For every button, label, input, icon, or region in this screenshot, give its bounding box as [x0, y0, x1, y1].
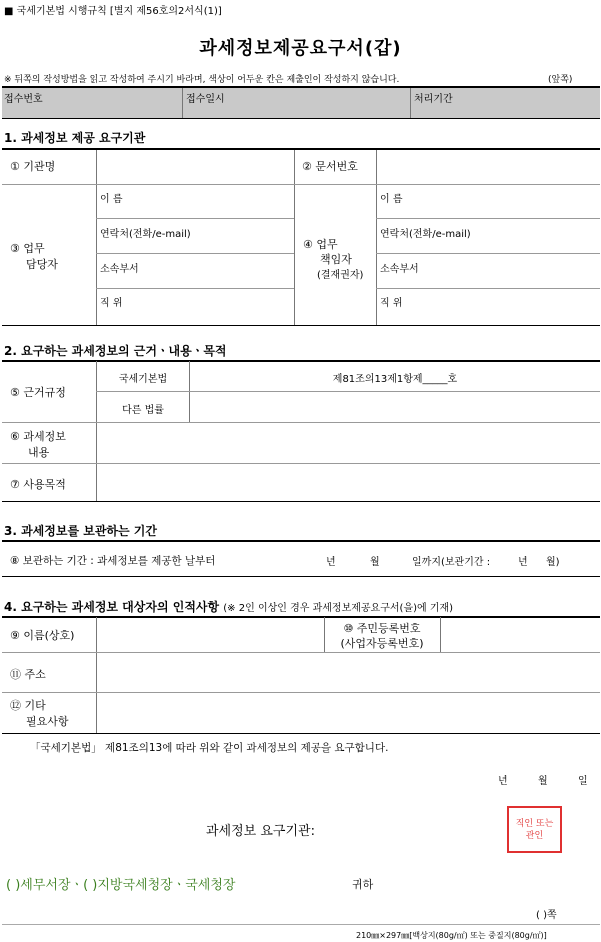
section1-title: 1. 과세정보 제공 요구기관: [4, 131, 146, 145]
official-seal-box: [507, 806, 562, 853]
id-number-field[interactable]: [441, 618, 599, 650]
date-day: 일: [578, 776, 588, 787]
staff-position-label: 직 위: [100, 298, 123, 309]
purpose-label: ⑦ 사용목적: [10, 478, 66, 491]
org-name-field[interactable]: [97, 150, 293, 183]
section4-title-text: 4. 요구하는 과세정보 대상자의 인적사항: [4, 600, 220, 614]
page-count: ( )쪽: [536, 910, 557, 921]
section2-title: 2. 요구하는 과세정보의 근거ㆍ내용ㆍ목적: [4, 344, 227, 358]
basis-label: ⑤ 근거규정: [10, 386, 66, 399]
doc-number-label: ② 문서번호: [302, 160, 358, 173]
id-label-line1: ⑩ 주민등록번호: [343, 622, 421, 635]
form-reference: ■ 국세기본법 시행규칙 [별지 제56호의2서식(1)]: [4, 6, 222, 17]
addressee: ( )세무서장ㆍ( )지방국세청장ㆍ국세청장: [6, 878, 236, 893]
retention-year: 년: [326, 557, 336, 568]
resp-dept-label: 소속부서: [380, 264, 419, 275]
date-year: 년: [498, 776, 508, 787]
law2-field[interactable]: [190, 392, 599, 421]
processing-period-label: 처리기간: [414, 94, 453, 105]
receipt-row: [2, 86, 600, 119]
staff-contact-label: 연락처(전화/e-mail): [100, 229, 191, 240]
law1-value: 제81조의13제1항제_____호: [332, 374, 458, 385]
resp-name-label: 이 름: [380, 194, 403, 205]
purpose-field[interactable]: [97, 464, 599, 500]
section4-note: (※ 2인 이상인 경우 과세정보제공요구서(을)에 기재): [223, 603, 454, 614]
subject-name-label: ⑨ 이름(상호): [10, 629, 75, 642]
resp-label-line3: (결재권자): [317, 270, 364, 281]
resp-label-line1: ④ 업무: [303, 238, 338, 251]
content-label-line2: 내용: [28, 446, 50, 459]
form-title: 과세정보제공요구서(갑): [199, 38, 402, 59]
address-field[interactable]: [97, 653, 599, 691]
org-name-label: ① 기관명: [10, 160, 56, 173]
request-statement: 「국세기본법」 제81조의13에 따라 위와 같이 과세정보의 제공을 요구합니다.: [30, 742, 389, 754]
paper-spec: 210㎜×297㎜[백상지(80g/㎡) 또는 중질지(80g/㎡)]: [356, 931, 547, 940]
resp-label-line2: 책임자: [320, 253, 352, 266]
retention-month2: 월): [546, 557, 560, 568]
retention-until: 일까지(보관기간 :: [412, 557, 491, 568]
section3-title: 3. 과세정보를 보관하는 기간: [4, 524, 157, 538]
date-month: 월: [538, 776, 548, 787]
seal-line2: 관인: [525, 831, 544, 841]
retention-period-label: ⑧ 보관하는 기간 : 과세정보를 제공한 날부터: [10, 555, 216, 567]
staff-label-line2: 담당자: [26, 258, 58, 271]
requesting-org-label: 과세정보 요구기관:: [206, 824, 315, 839]
id-label-line2: (사업자등록번호): [340, 637, 424, 650]
law1-label: 국세기본법: [118, 374, 168, 385]
seal-line1: 직인 또는: [515, 819, 554, 829]
retention-month: 월: [370, 557, 380, 568]
address-label: ⑪ 주소: [10, 668, 46, 681]
page-side-label: (앞쪽): [548, 75, 573, 85]
etc-label-line1: ⑫ 기타: [10, 699, 46, 712]
receipt-number-label: 접수번호: [4, 94, 43, 105]
staff-label-line1: ③ 업무: [10, 242, 45, 255]
section4-title: [4, 598, 453, 615]
etc-field[interactable]: [97, 693, 599, 732]
honorific: 귀하: [352, 878, 374, 891]
staff-dept-label: 소속부서: [100, 264, 139, 275]
receipt-date-label: 접수일시: [186, 94, 225, 105]
doc-number-field[interactable]: [377, 150, 599, 183]
staff-name-label: 이 름: [100, 194, 123, 205]
content-field[interactable]: [97, 423, 599, 462]
law2-label: 다른 법률: [122, 405, 164, 416]
instruction-notice: ※ 뒤쪽의 작성방법을 읽고 작성하여 주시기 바라며, 색상이 어두운 칸은 제출인이 작성하지 않습니다.: [4, 75, 400, 85]
resp-position-label: 직 위: [380, 298, 403, 309]
resp-contact-label: 연락처(전화/e-mail): [380, 229, 471, 240]
content-label-line1: ⑥ 과세정보: [10, 430, 66, 443]
etc-label-line2: 필요사항: [26, 715, 69, 728]
retention-year2: 년: [518, 557, 528, 568]
subject-name-field[interactable]: [97, 618, 323, 650]
